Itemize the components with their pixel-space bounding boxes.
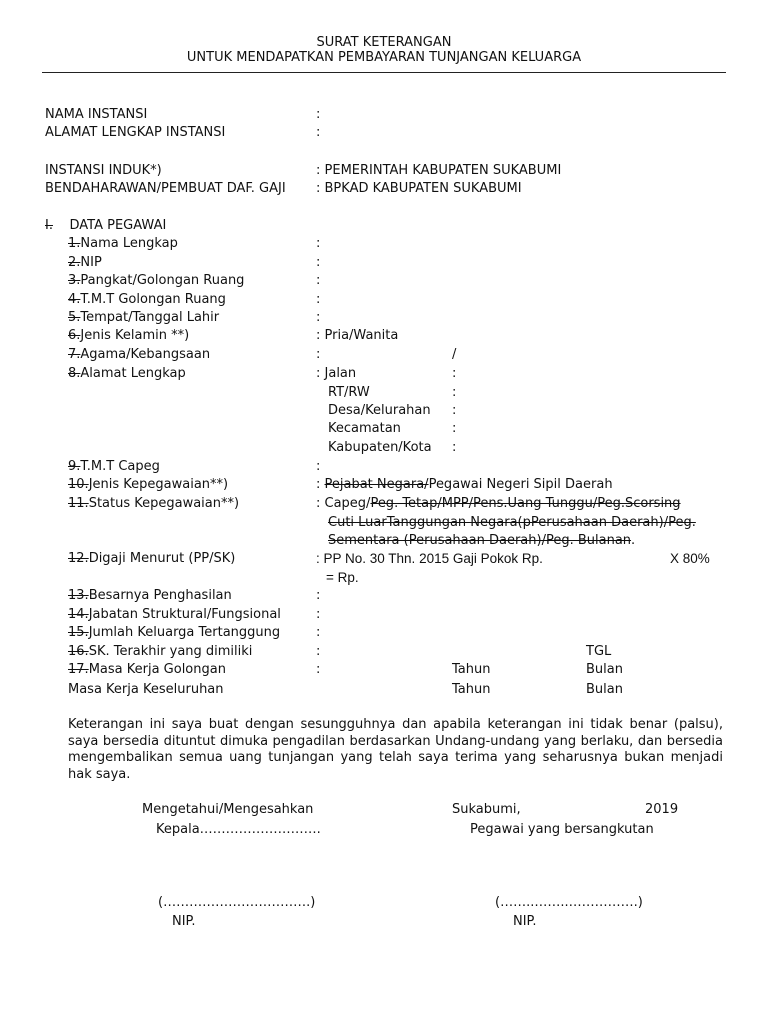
item-colon: : bbox=[452, 366, 457, 381]
header-divider bbox=[42, 72, 726, 73]
item-colon: : bbox=[452, 403, 457, 418]
nama-instansi-colon: : bbox=[316, 107, 321, 122]
jenis-kepegawaian-value: : Pejabat Negara/Pegawai Negeri Sipil Daerah bbox=[316, 477, 613, 492]
section-heading bbox=[45, 218, 166, 234]
status-kepegawaian-line1: : Capeg/Peg. Tetap/MPP/Pens.Uang Tunggu/Peg.Scorsing bbox=[316, 496, 681, 511]
sign-left-sub: Kepala………………………. bbox=[156, 822, 321, 837]
item-colon: : bbox=[452, 421, 457, 436]
item-row: 10.Jenis Kepegawaian**) bbox=[68, 477, 229, 492]
tgl-label: TGL bbox=[586, 644, 612, 659]
alamat-kabupaten: Kabupaten/Kota bbox=[328, 440, 432, 455]
bulan-label: Bulan bbox=[586, 682, 623, 697]
item-colon: : bbox=[316, 292, 321, 307]
sign-left-title: Mengetahui/Mengesahkan bbox=[142, 802, 314, 817]
item-row: 11.Status Kepegawaian**) bbox=[68, 496, 240, 511]
item-colon: : bbox=[316, 255, 321, 270]
sign-right-sub: Pegawai yang bersangkutan bbox=[470, 822, 654, 837]
instansi-induk-value: : PEMERINTAH KABUPATEN SUKABUMI bbox=[316, 163, 562, 178]
jenis-kelamin-value: : Pria/Wanita bbox=[316, 328, 399, 343]
item-colon: : bbox=[316, 644, 321, 659]
alamat-jalan: : Jalan bbox=[316, 366, 357, 381]
instansi-induk-label: INSTANSI INDUK*) bbox=[45, 163, 162, 178]
tahun-label: Tahun bbox=[452, 662, 491, 677]
bendahara-value: : BPKAD KABUPATEN SUKABUMI bbox=[316, 181, 522, 196]
alamat-rtrw: RT/RW bbox=[328, 385, 370, 400]
item-row: 5.Tempat/Tanggal Lahir bbox=[68, 310, 220, 325]
item-colon: : bbox=[452, 385, 457, 400]
bulan-label: Bulan bbox=[586, 662, 623, 677]
item-colon: : bbox=[316, 662, 321, 677]
nama-instansi-label: NAMA INSTANSI bbox=[45, 107, 148, 122]
item-row: 2.NIP bbox=[68, 255, 102, 270]
item-row: 7.Agama/Kebangsaan bbox=[68, 347, 211, 362]
item-row: 6.Jenis Kelamin **) bbox=[68, 328, 190, 343]
item-colon: : bbox=[452, 440, 457, 455]
item-row: 16.SK. Terakhir yang dimiliki bbox=[68, 644, 253, 659]
document-title: SURAT KETERANGAN bbox=[316, 35, 452, 50]
section-number: I. bbox=[45, 218, 53, 233]
item-row: 1.Nama Lengkap bbox=[68, 236, 178, 251]
sign-left-nip: NIP. bbox=[172, 914, 196, 929]
tahun-label: Tahun bbox=[452, 682, 491, 697]
alamat-kecamatan: Kecamatan bbox=[328, 421, 401, 436]
item-colon: : bbox=[316, 588, 321, 603]
item-colon: : bbox=[316, 607, 321, 622]
item-row: 4.T.M.T Golongan Ruang bbox=[68, 292, 226, 307]
document-subtitle: UNTUK MENDAPATKAN PEMBAYARAN TUNJANGAN KELUARGA bbox=[186, 50, 582, 65]
sign-left-name: (…………………………….) bbox=[158, 895, 316, 910]
sign-right-place: Sukabumi, bbox=[452, 802, 521, 817]
alamat-desa: Desa/Kelurahan bbox=[328, 403, 431, 418]
item-colon: : bbox=[316, 625, 321, 640]
sign-right-nip: NIP. bbox=[513, 914, 537, 929]
digaji-line2: = Rp. bbox=[326, 570, 359, 585]
item-row: Masa Kerja Keseluruhan bbox=[68, 682, 224, 697]
alamat-instansi-label: ALAMAT LENGKAP INSTANSI bbox=[45, 125, 226, 140]
digaji-line1: : PP No. 30 Thn. 2015 Gaji Pokok Rp. bbox=[316, 551, 543, 566]
item-colon: : bbox=[316, 347, 321, 362]
item-colon: : bbox=[316, 310, 321, 325]
keterangan-paragraph: Keterangan ini saya buat dengan sesungguhnya dan apabila keterangan ini tidak benar (palsu), saya bersedia dituntut dimuka pengadilan berdasarkan Undang-undang yang berlaku, dan bersedia mengembalikan semua uang tunjangan yang telah saya terima yang seharusnya bukan menjadi hak saya. bbox=[68, 717, 723, 782]
section-title: DATA PEGAWAI bbox=[69, 218, 167, 233]
item-row: 17.Masa Kerja Golongan bbox=[68, 662, 226, 677]
item-row: 8.Alamat Lengkap bbox=[68, 366, 186, 381]
status-kepegawaian-line3: Sementara (Perusahaan Daerah)/Peg. Bulanan. bbox=[328, 533, 636, 548]
item-row: 12.Digaji Menurut (PP/SK) bbox=[68, 551, 236, 566]
item-row: 3.Pangkat/Golongan Ruang bbox=[68, 273, 245, 288]
item-row: 9.T.M.T Capeg bbox=[68, 459, 160, 474]
item-colon: : bbox=[316, 273, 321, 288]
item-row: 13.Besarnya Penghasilan bbox=[68, 588, 232, 603]
sign-right-name: (……..……..…………….) bbox=[495, 895, 643, 910]
alamat-instansi-colon: : bbox=[316, 125, 321, 140]
item-row: 14.Jabatan Struktural/Fungsional bbox=[68, 607, 281, 622]
status-kepegawaian-line2: Cuti LuarTanggungan Negara(pPerusahaan Daerah)/Peg. bbox=[328, 515, 696, 530]
item-colon: : bbox=[316, 236, 321, 251]
bendahara-label: BENDAHARAWAN/PEMBUAT DAF. GAJI bbox=[45, 181, 286, 196]
digaji-percent: X 80% bbox=[670, 551, 710, 566]
item-row: 15.Jumlah Keluarga Tertanggung bbox=[68, 625, 281, 640]
sign-right-year: 2019 bbox=[645, 802, 679, 817]
item-colon: : bbox=[316, 459, 321, 474]
agama-slash: / bbox=[452, 347, 457, 362]
